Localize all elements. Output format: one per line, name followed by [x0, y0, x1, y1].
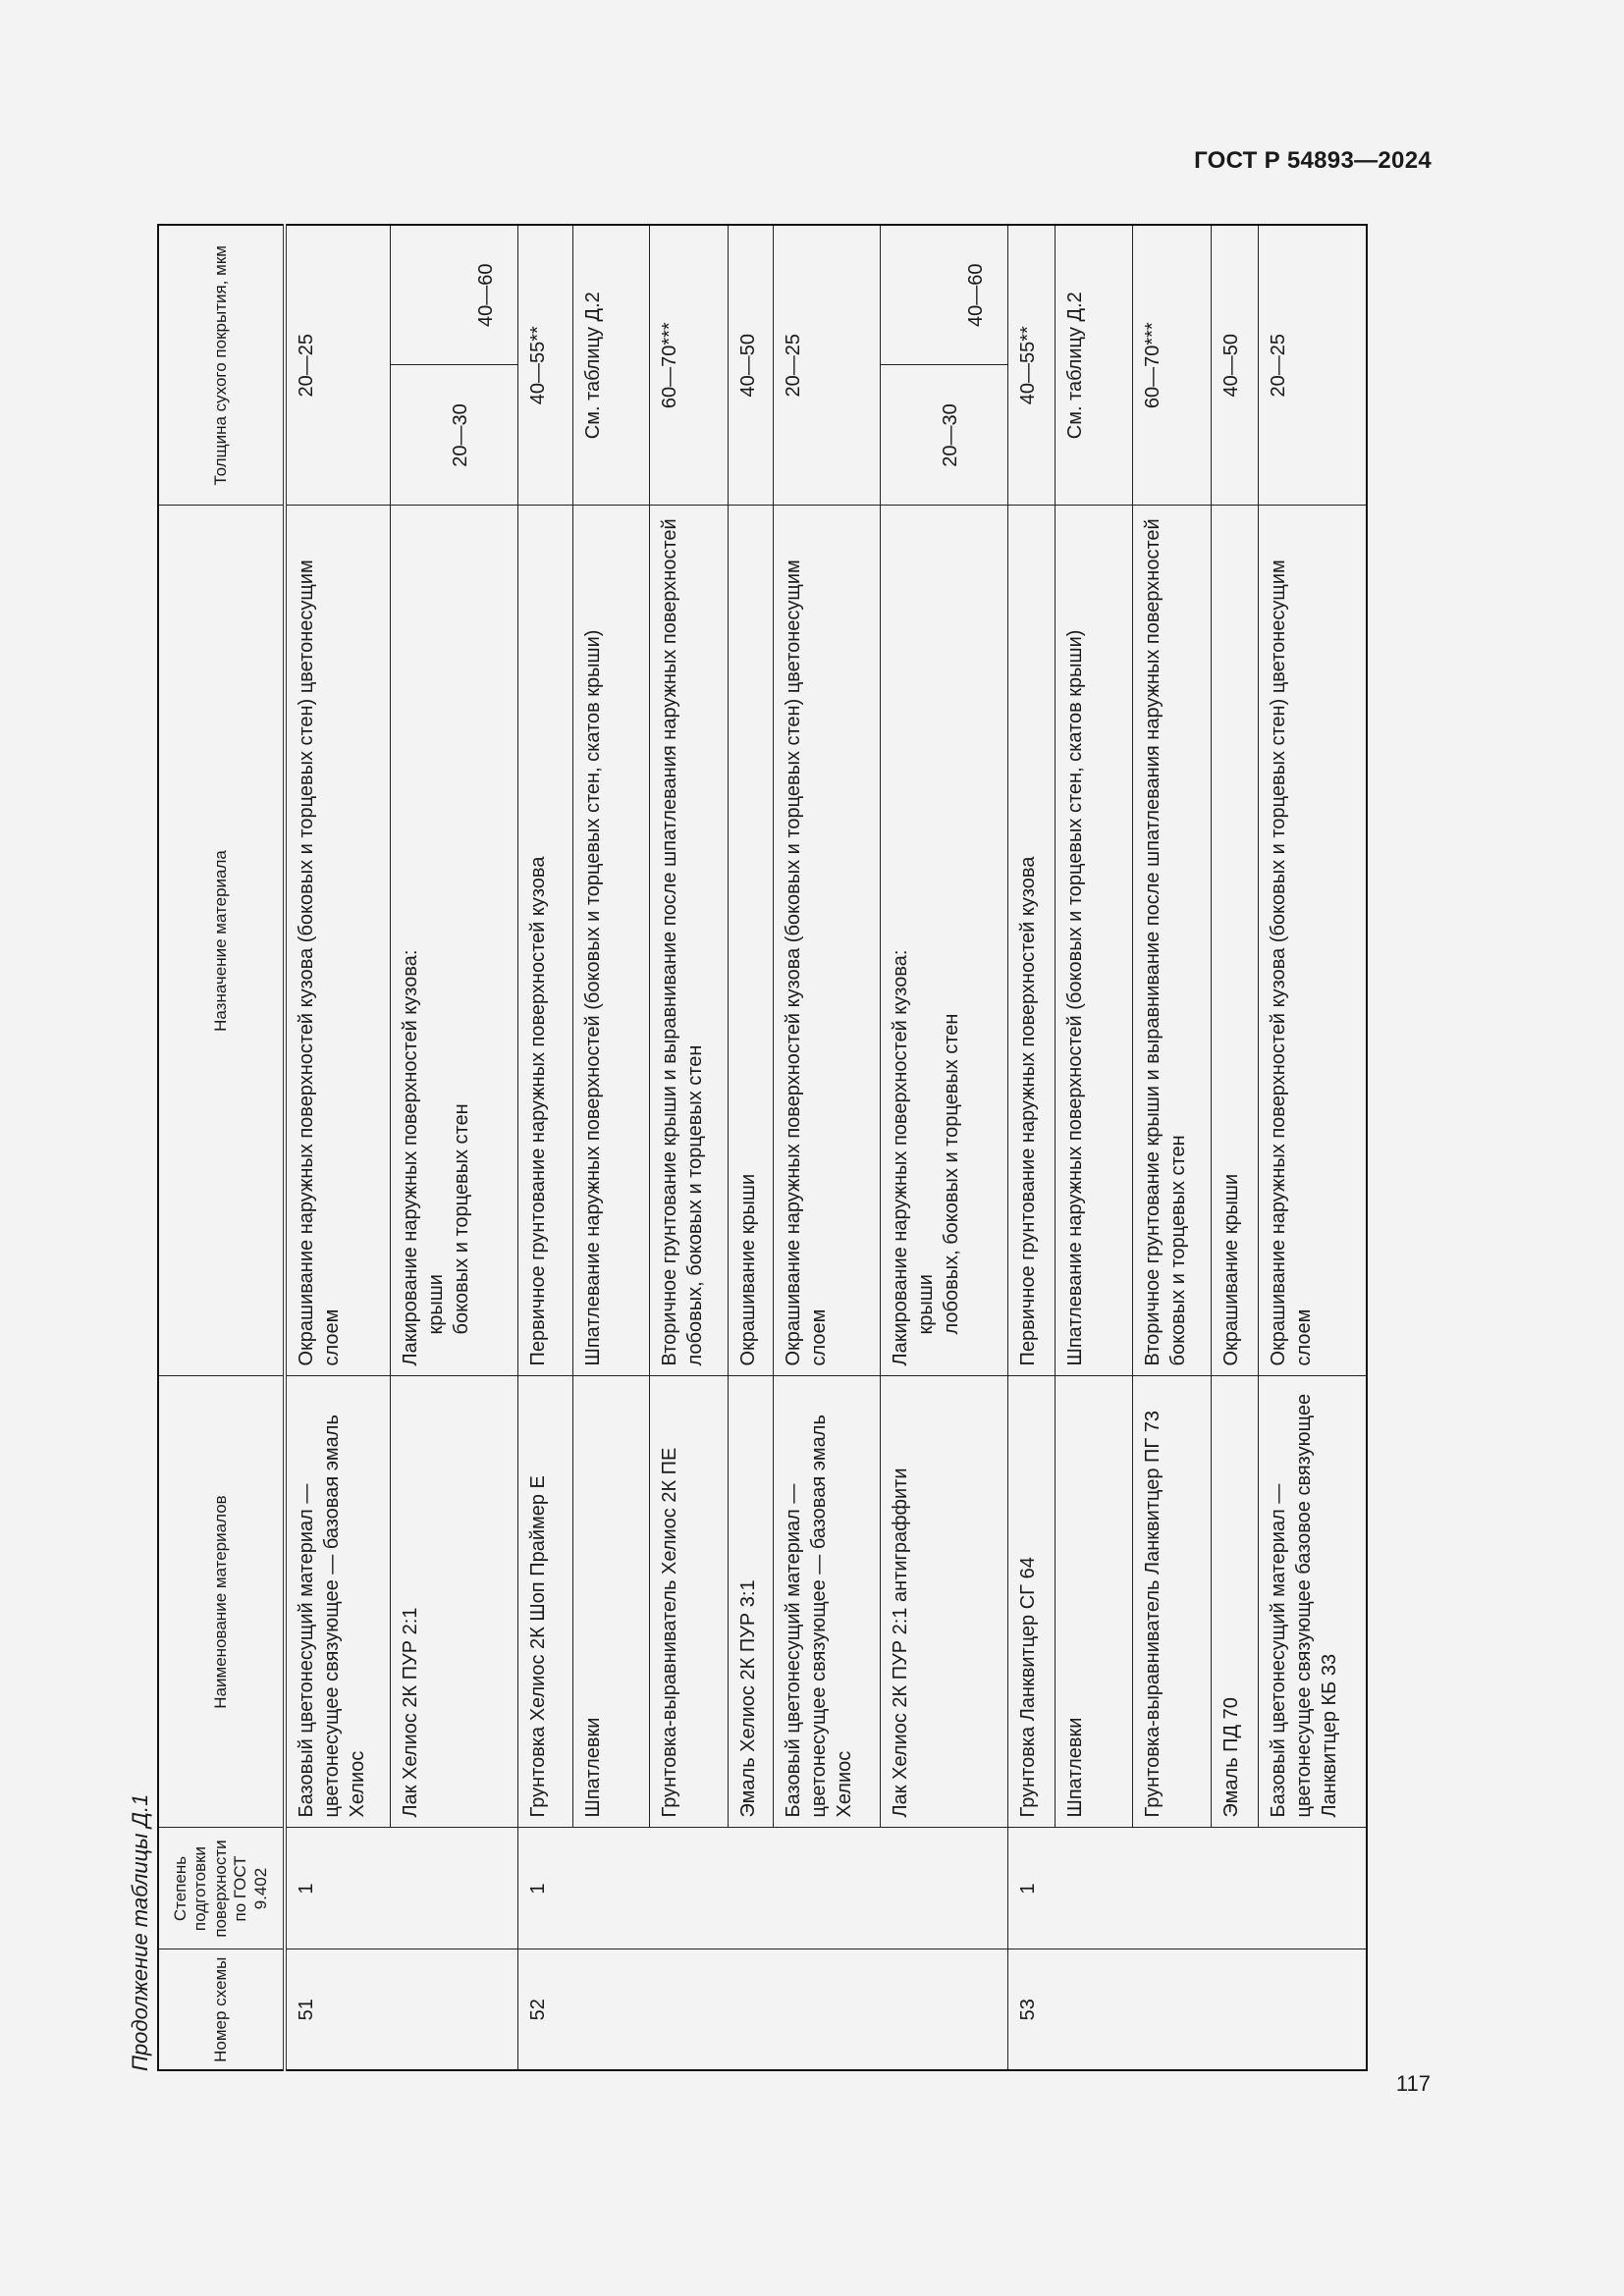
material-purpose: Окрашивание наружных поверхностей кузова (боковых и торцевых стен) цветонесущим слоем: [774, 506, 881, 1376]
material-name: Грунтовка-выравниватель Ланквитцер ПГ 73: [1133, 1376, 1212, 1828]
col-purpose-header: Назначение материала: [158, 506, 285, 1376]
coating-thickness: См. таблицу Д.2: [1056, 225, 1133, 506]
material-name: Грунтовка Хелиос 2К Шоп Праймер Е: [518, 1376, 573, 1828]
rotated-table-block: [125, 226, 1387, 2071]
material-purpose: Окрашивание крыши: [1212, 506, 1259, 1376]
purpose-sub-walls: боковых и торцевых стен: [451, 1103, 473, 1335]
coating-thickness: 60—70***: [1133, 225, 1212, 506]
coating-thickness: 40—50: [1212, 225, 1259, 506]
material-name: Лак Хелиос 2К ПУР 2:1 антиграффити: [881, 1376, 1008, 1828]
col-degree-header: Степень подготовки поверхности по ГОСТ 9.402: [158, 1828, 285, 1949]
table-row: [729, 225, 774, 2070]
purpose-sub-roof: крыши: [425, 1274, 448, 1335]
material-name: Эмаль ПД 70: [1212, 1376, 1259, 1828]
material-purpose: Вторичное грунтование крыши и выравнивание после шпатлевания наружных поверхностей боковых и торцевых стен: [1133, 506, 1212, 1376]
material-name: Шпатлевки: [1056, 1376, 1133, 1828]
materials-table: [157, 224, 1368, 2071]
coating-thickness-walls: 40—60: [391, 225, 518, 365]
table-row: [573, 225, 650, 2070]
surface-degree: 1: [1008, 1828, 1367, 1949]
material-name: Лак Хелиос 2К ПУР 2:1: [391, 1376, 518, 1828]
coating-thickness: 20—25: [1259, 225, 1367, 506]
col-material-header: Наименование материалов: [158, 1376, 285, 1828]
page-number: 117: [1395, 2071, 1431, 2096]
coating-thickness: 20—25: [774, 225, 881, 506]
material-purpose: Первичное грунтование наружных поверхностей кузова: [1008, 506, 1056, 1376]
table-row: [391, 225, 518, 2070]
table-row: [881, 225, 1008, 2070]
standard-header: ГОСТ Р 54893—2024: [1194, 147, 1432, 174]
material-name: Эмаль Хелиос 2К ПУР 3:1: [729, 1376, 774, 1828]
coating-thickness: 20—25: [285, 225, 391, 506]
material-purpose: Вторичное грунтование крыши и выравнивание после шпатлевания наружных поверхностей лобовых, боковых и торцевых стен: [650, 506, 729, 1376]
table-caption: Продолжение таблицы Д.1: [128, 1793, 152, 2071]
material-purpose: Окрашивание наружных поверхностей кузова (боковых и торцевых стен) цветонесущим слоем: [285, 506, 391, 1376]
coating-thickness: 40—50: [729, 225, 774, 506]
coating-thickness-roof: 20—30: [881, 365, 1008, 506]
col-scheme-header: Номер схемы: [158, 1949, 285, 2070]
col-thickness-header: Толщина сухого покрытия, мкм: [158, 225, 285, 506]
table-row: [1212, 225, 1259, 2070]
table-row: [774, 225, 881, 2070]
material-name: Базовый цветонесущий материал — цветонесущее связующее базовое связующее Ланквитцер КБ 33: [1259, 1376, 1367, 1828]
scheme-number: 51: [285, 1949, 518, 2070]
material-name: Грунтовка-выравниватель Хелиос 2К ПЕ: [650, 1376, 729, 1828]
coating-thickness: См. таблицу Д.2: [573, 225, 650, 506]
material-name: Базовый цветонесущий материал — цветонесущее связующее — базовая эмаль Хелиос: [285, 1376, 391, 1828]
material-name: Шпатлевки: [573, 1376, 650, 1828]
material-purpose: Шпатлевание наружных поверхностей (боковых и торцевых стен, скатов крыши): [573, 506, 650, 1376]
table-row: [518, 225, 573, 2070]
material-purpose: [391, 506, 518, 1376]
coating-thickness-walls: 40—60: [881, 225, 1008, 365]
surface-degree: 1: [285, 1828, 518, 1949]
table-row: [285, 225, 391, 2070]
material-purpose: Окрашивание крыши: [729, 506, 774, 1376]
table-row: [1008, 225, 1056, 2070]
purpose-sub-walls: лобовых, боковых и торцевых стен: [941, 1013, 963, 1335]
purpose-intro: Лакирование наружных поверхностей кузова:: [890, 949, 912, 1366]
material-purpose: [881, 506, 1008, 1376]
material-purpose: Окрашивание наружных поверхностей кузова (боковых и торцевых стен) цветонесущим слоем: [1259, 506, 1367, 1376]
purpose-intro: Лакирование наружных поверхностей кузова:: [400, 949, 422, 1366]
material-purpose: Первичное грунтование наружных поверхностей кузова: [518, 506, 573, 1376]
table-row: [650, 225, 729, 2070]
surface-degree: 1: [518, 1828, 1008, 1949]
material-name: Грунтовка Ланквитцер СГ 64: [1008, 1376, 1056, 1828]
scheme-number: 53: [1008, 1949, 1367, 2070]
material-purpose: Шпатлевание наружных поверхностей (боковых и торцевых стен, скатов крыши): [1056, 506, 1133, 1376]
coating-thickness: 40—55**: [518, 225, 573, 506]
coating-thickness: 40—55**: [1008, 225, 1056, 506]
material-name: Базовый цветонесущий материал — цветонесущее связующее — базовая эмаль Хелиос: [774, 1376, 881, 1828]
coating-thickness-roof: 20—30: [391, 365, 518, 506]
table-row: [1056, 225, 1133, 2070]
scheme-number: 52: [518, 1949, 1008, 2070]
coating-thickness: 60—70***: [650, 225, 729, 506]
table-header-row: [158, 225, 285, 2070]
table-row: [1259, 225, 1367, 2070]
table-row: [1133, 225, 1212, 2070]
purpose-sub-roof: крыши: [915, 1274, 938, 1335]
